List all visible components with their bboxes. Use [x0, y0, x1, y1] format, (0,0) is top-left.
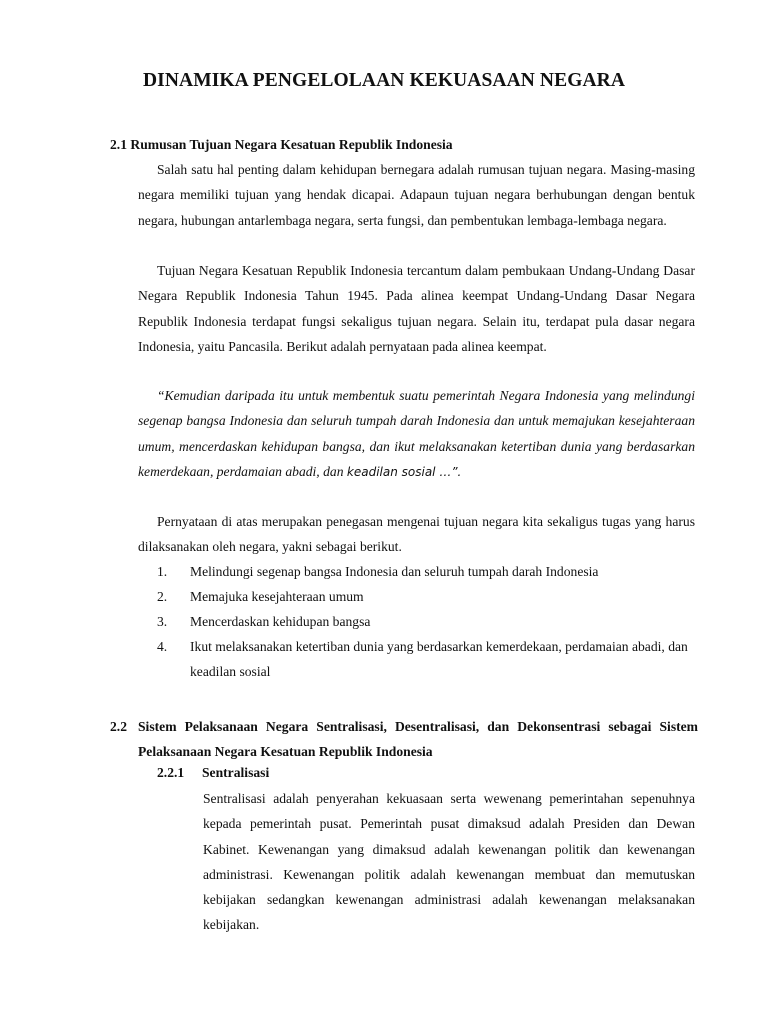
- paragraph-text: Pernyataan di atas merupakan penegasan mengenai tujuan negara kita sekaligus tugas yang harus dilaksanakan oleh negara, yakni sebagai berikut.: [138, 514, 695, 555]
- subsection-heading-text: Sentralisasi: [202, 765, 270, 780]
- list-text: Melindungi segenap bangsa Indonesia dan seluruh tumpah darah Indonesia: [190, 564, 599, 579]
- section-number: 2.2: [110, 719, 127, 734]
- paragraph-tujuan-negara: [138, 157, 695, 233]
- list-number: 1.: [157, 564, 168, 579]
- paragraph-pembukaan-uud: [138, 258, 695, 359]
- list-number: 4.: [157, 639, 168, 654]
- paragraph-text: Salah satu hal penting dalam kehidupan bernegara adalah rumusan tujuan negara. Masing-masing negara memiliki tujuan yang hendak dicapai. Adapaun tujuan negara berhubungan dengan bentuk negara, hubungan antarlembaga negara, serta fungsi, dan pembentukan lembaga-lembaga negara.: [138, 162, 695, 228]
- quote-text: “Kemudian daripada itu untuk membentuk suatu pemerintah Negara Indonesia yang melindungi segenap bangsa Indonesia dan seluruh tumpah darah Indonesia dan untuk memajukan kesejahteraan umum, mencerdaskan kehidupan bangsa, dan ikut melaksanakan ketertiban dunia yang berdasarkan kemerdekaan, perdamaian abadi, dan: [138, 388, 695, 479]
- subsection-number: 2.2.1: [157, 765, 185, 780]
- quote-tail: keadilan sosial …”.: [346, 464, 462, 479]
- list-text: Mencerdaskan kehidupan bangsa: [190, 614, 371, 629]
- list-number: 2.: [157, 589, 168, 604]
- list-text: Ikut melaksanakan ketertiban dunia yang berdasarkan kemerdekaan, perdamaian abadi, dan keadilan sosial: [190, 639, 688, 680]
- section-heading-2-1: 2.1 Rumusan Tujuan Negara Kesatuan Republik Indonesia: [110, 137, 453, 152]
- list-number: 3.: [157, 614, 168, 629]
- document-title: DINAMIKA PENGELOLAAN KEKUASAAN NEGARA: [142, 70, 626, 91]
- list-text: Memajuka kesejahteraan umum: [190, 589, 364, 604]
- paragraph-text: Tujuan Negara Kesatuan Republik Indonesia tercantum dalam pembukaan Undang-Undang Dasar Negara Republik Indonesia Tahun 1945. Pada alinea keempat Undang-Undang Dasar Negara Republik Indonesia terdapat fungsi sekaligus tujuan negara. Selain itu, terdapat pula dasar negara Indonesia, yaitu Pancasila. Berikut adalah pernyataan pada alinea keempat.: [138, 263, 695, 354]
- paragraph-sentralisasi: Sentralisasi adalah penyerahan kekuasaan serta wewenang pemerintahan sepenuhnya kepada pemerintah pusat. Pemerintah pusat dimaksud adalah Presiden dan Dewan Kabinet. Kewenangan yang dimaksud adalah kewenangan politik dan kewenangan administrasi. Kewenangan politik adalah kewenangan membuat dan memutuskan kebijakan sedangkan kewenangan administrasi adalah kewenangan melaksanakan kebijakan.: [203, 791, 695, 933]
- paragraph-penegasan: [138, 509, 695, 560]
- section-heading-text: Sistem Pelaksanaan Negara Sentralisasi, Desentralisasi, dan Dekonsentrasi sebagai Sistem Pelaksanaan Negara Kesatuan Republik Indonesia: [138, 719, 698, 760]
- quote-alinea-keempat: [138, 383, 695, 485]
